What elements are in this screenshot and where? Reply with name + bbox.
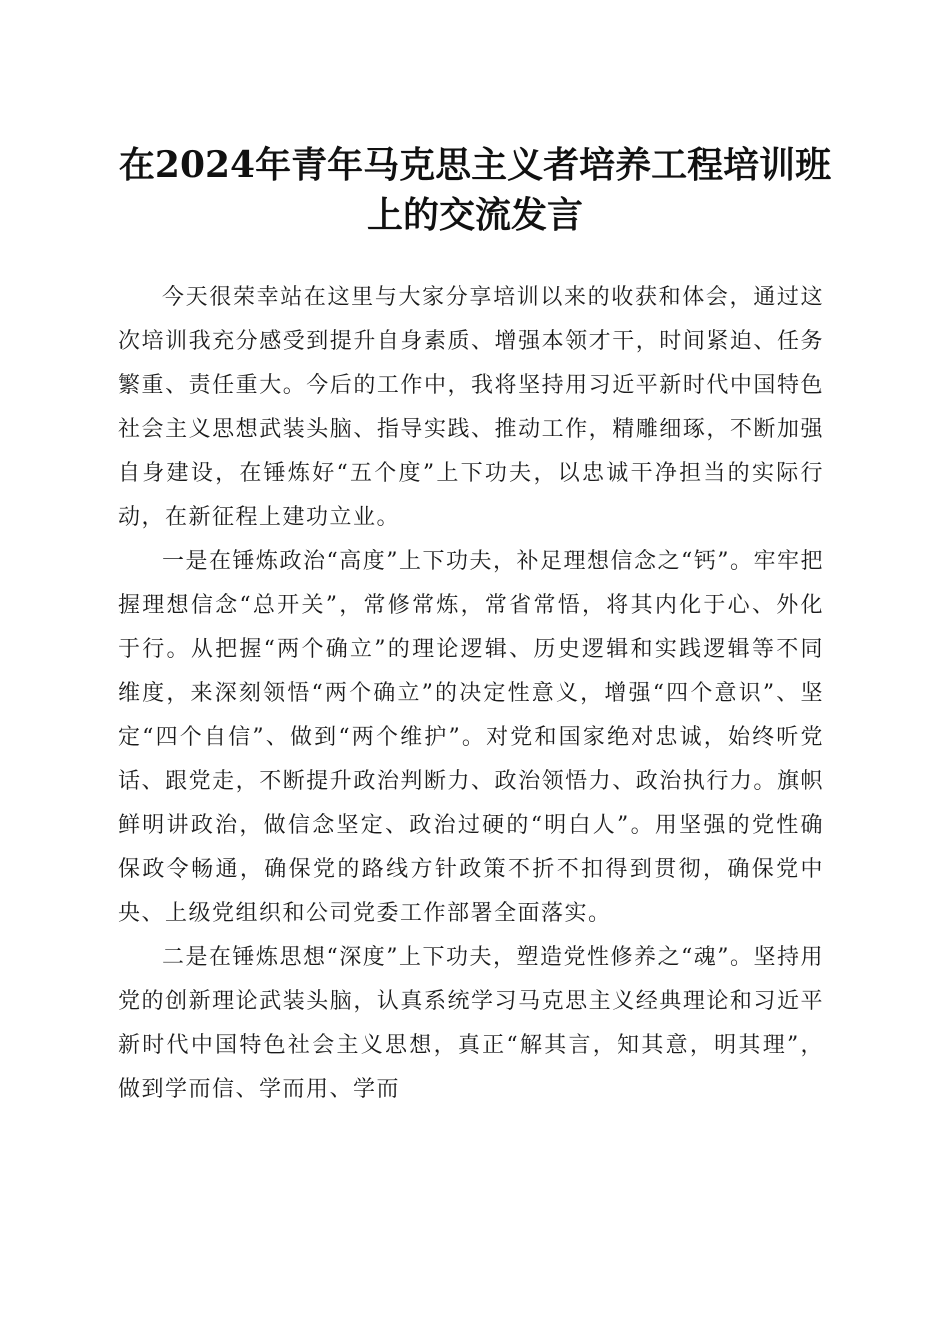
title-line-1: 在2024年青年马克思主义者培养工程培训班 xyxy=(118,144,832,186)
paragraph-intro: 今天很荣幸站在这里与大家分享培训以来的收获和体会，通过这次培训我充分感受到提升自身素质、增强本领才干，时间紧迫、任务繁重、责任重大。今后的工作中，我将坚持用习近平新时代中国特色社会主义思想武装头脑、指导实践、推动工作，精雕细琢，不断加强自身建设，在锤炼好“五个度”上下功夫，以忠诚干净担当的实际行动，在新征程上建功立业。 xyxy=(118,285,824,530)
document-title xyxy=(100,140,850,240)
document-body xyxy=(118,276,824,1112)
paragraph-thought-depth: 二是在锤炼思想“深度”上下功夫，塑造党性修养之“魂”。坚持用党的创新理论武装头脑，认真系统学习马克思主义经典理论和习近平新时代中国特色社会主义思想，真正“解其言，知其意，明其理”，做到学而信、学而用、学而 xyxy=(118,945,824,1102)
title-line-2: 上的交流发言 xyxy=(366,194,583,236)
paragraph-political-height: 一是在锤炼政治“高度”上下功夫，补足理想信念之“钙”。牢牢把握理想信念“总开关”，常修常炼，常省常悟，将其内化于心、外化于行。从把握“两个确立”的理论逻辑、历史逻辑和实践逻辑等不同维度，来深刻领悟“两个确立”的决定性意义，增强“四个意识”、坚定“四个自信”、做到“两个维护”。对党和国家绝对忠诚，始终听党话、跟党走，不断提升政治判断力、政治领悟力、政治执行力。旗帜鲜明讲政治，做信念坚定、政治过硬的“明白人”。用坚强的党性确保政令畅通，确保党的路线方针政策不折不扣得到贯彻，确保党中央、上级党组织和公司党委工作部署全面落实。 xyxy=(118,549,824,926)
